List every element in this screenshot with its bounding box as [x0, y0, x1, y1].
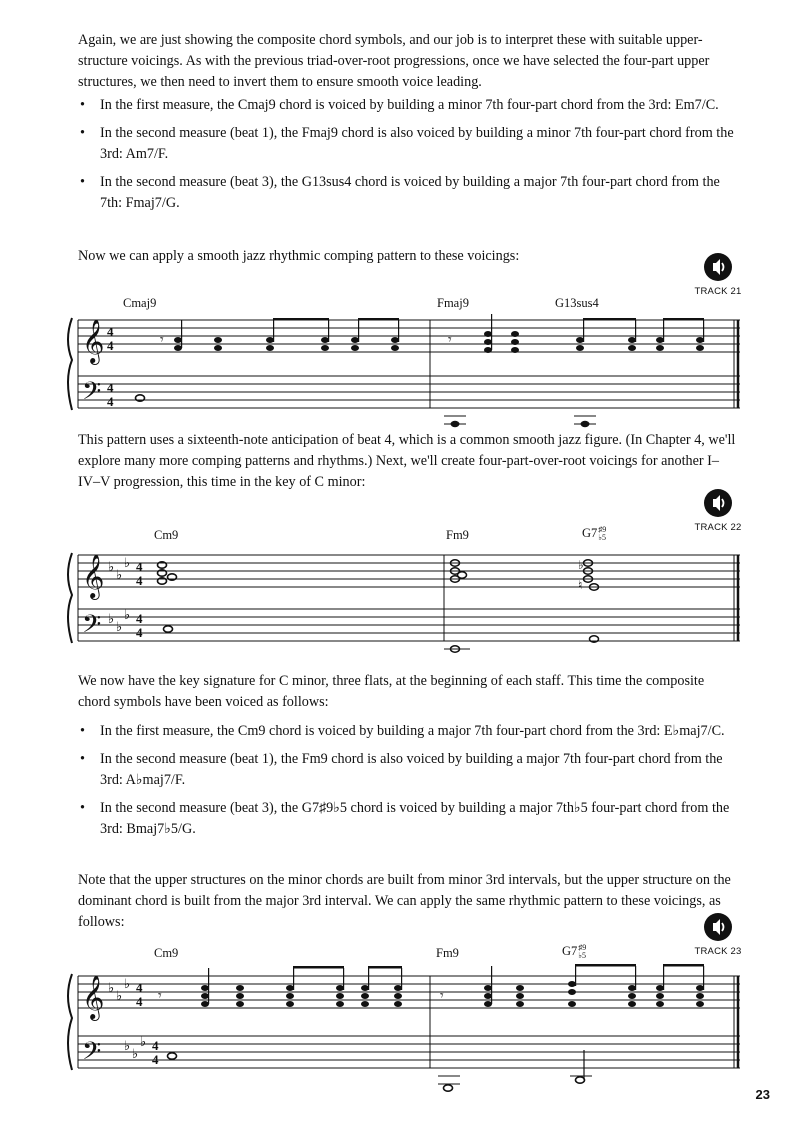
audio-track-icon [703, 252, 733, 282]
comping-paragraph: Now we can apply a smooth jazz rhythmic comping pattern to these voicings: [78, 248, 520, 264]
svg-text:4: 4 [136, 573, 143, 588]
svg-text:𝄢: 𝄢 [82, 377, 102, 412]
music-example-3 [0, 956, 800, 1096]
svg-text:♭: ♭ [124, 1038, 131, 1053]
upper-structure-paragraph: Note that the upper structures on the minor chords are built from minor 3rd intervals, but the upper structure on the dominant chord is built from the major 3rd interval. We can apply the same rhythmic pattern to these voicings, as follows: [78, 872, 731, 930]
audio-track-icon [703, 912, 733, 942]
music-example-1 [0, 300, 800, 430]
intro-paragraph: Again, we are just showing the composite chord symbols, and our job is to interpret these with suitable upper-structure voicings. As with the previous triad-over-root progressions, once we have selected the four-part upper structures, we then need to invert them to ensure smooth voice leading. [78, 32, 710, 90]
chord-symbol: Cm9 [154, 528, 179, 542]
chord-symbol-g7-alt: G7♯9 ♭5 [562, 943, 587, 961]
track-label: TRACK 23 [694, 946, 742, 957]
chord-symbol-g7-alt: G7♯9 ♭5 [582, 525, 607, 543]
svg-text:𝄢: 𝄢 [82, 610, 102, 645]
anticipation-paragraph: This pattern uses a sixteenth-note anticipation of beat 4, which is a common smooth jazz figure. (In Chapter 4, we'll explore many more comping patterns and rhythms.) Next, we'll create four-part-over-root voicings for another I–IV–V progression, this time in the key of C minor: [78, 432, 736, 490]
svg-text:𝄞: 𝄞 [82, 319, 105, 363]
svg-text:4: 4 [107, 380, 114, 395]
track-label: TRACK 21 [694, 286, 742, 297]
svg-text:𝄞: 𝄞 [82, 975, 105, 1019]
list-item: • In the first measure, the Cmaj9 chord is voiced by building a minor 7th four-part chord from the 3rd: Em7/C. [78, 95, 738, 116]
svg-text:4: 4 [136, 994, 143, 1009]
svg-text:♭: ♭ [132, 1046, 139, 1061]
track-label: TRACK 22 [694, 522, 742, 533]
svg-text:♭: ♭ [140, 1034, 147, 1049]
svg-text:𝄾: 𝄾 [440, 989, 444, 1004]
music-example-2 [0, 535, 800, 655]
track-23-badge[interactable] [688, 912, 748, 957]
svg-text:♭: ♭ [116, 619, 123, 634]
chord-symbol: G13sus4 [555, 296, 599, 310]
svg-text:4: 4 [107, 338, 114, 353]
list-item: • In the second measure (beat 3), the G7♯9♭5 chord is voiced by building a major 7th♭5 four-part chord from the 3rd: Bmaj7♭5/G. [78, 798, 738, 840]
svg-text:♭: ♭ [116, 567, 123, 582]
svg-text:♭: ♭ [124, 555, 131, 570]
svg-text:♮: ♮ [578, 578, 583, 592]
chord-symbol: Fm9 [436, 946, 459, 960]
svg-text:4: 4 [136, 625, 143, 640]
list-item: • In the second measure (beat 3), the G13sus4 chord is voiced by building a major 7th four-part chord from the 7th: Fmaj7/G. [78, 172, 738, 214]
chord-symbol: Fm9 [446, 528, 469, 542]
bullet-list-2 [78, 721, 738, 847]
chord-symbol: Fmaj9 [437, 296, 469, 310]
svg-text:4: 4 [107, 394, 114, 409]
track-21-badge[interactable] [688, 252, 748, 297]
svg-text:♭: ♭ [108, 611, 115, 626]
svg-text:♭: ♭ [578, 558, 584, 572]
list-item: • In the second measure (beat 1), the Fmaj9 chord is also voiced by building a minor 7th four-part chord from the 3rd: Am7/F. [78, 123, 738, 165]
svg-text:𝄾: 𝄾 [158, 989, 162, 1004]
svg-text:♭: ♭ [124, 607, 131, 622]
svg-text:𝄢: 𝄢 [82, 1037, 102, 1072]
svg-text:♭: ♭ [108, 559, 115, 574]
chord-symbol: Cm9 [154, 946, 179, 960]
svg-text:♭: ♭ [124, 976, 131, 991]
list-item: • In the second measure (beat 1), the Fm9 chord is also voiced by building a major 7th four-part chord from the 3rd: A♭maj7/F. [78, 749, 738, 791]
svg-text:4: 4 [136, 559, 143, 574]
audio-track-icon [703, 488, 733, 518]
chord-symbol: Cmaj9 [123, 296, 157, 310]
svg-text:4: 4 [136, 980, 143, 995]
svg-text:4: 4 [107, 324, 114, 339]
svg-text:𝄾: 𝄾 [160, 333, 164, 348]
svg-text:♭: ♭ [116, 988, 123, 1003]
svg-text:4: 4 [152, 1038, 159, 1053]
svg-text:4: 4 [136, 611, 143, 626]
svg-text:4: 4 [152, 1052, 159, 1067]
track-22-badge[interactable] [688, 488, 748, 533]
page-number: 23 [755, 1087, 770, 1102]
svg-text:𝄞: 𝄞 [82, 554, 105, 598]
svg-text:𝄾: 𝄾 [448, 333, 452, 348]
bullet-list-1 [78, 95, 738, 221]
svg-text:♭: ♭ [108, 980, 115, 995]
key-signature-paragraph: We now have the key signature for C minor, three flats, at the beginning of each staff. This time the composite chord symbols have been voiced as follows: [78, 673, 705, 710]
list-item: • In the first measure, the Cm9 chord is voiced by building a major 7th four-part chord from the 3rd: E♭maj7/C. [78, 721, 738, 742]
